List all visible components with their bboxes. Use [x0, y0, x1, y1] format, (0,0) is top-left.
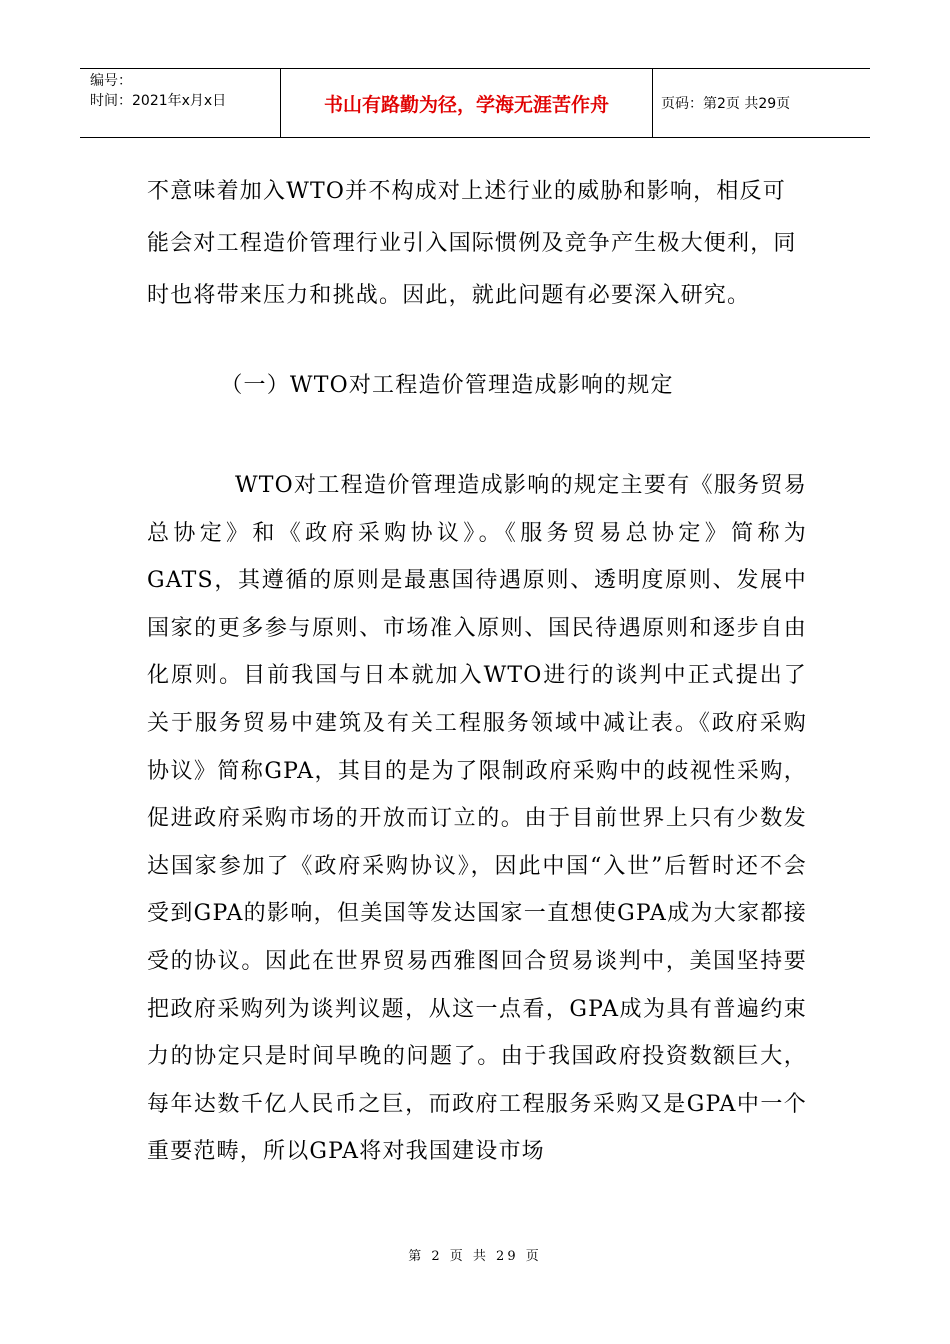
page-footer: 第 2 页 共 29 页 — [408, 1249, 542, 1264]
page-header — [80, 68, 870, 138]
time-label: 时间：2021年x月x日 — [90, 93, 227, 109]
number-label: 编号： — [90, 73, 132, 89]
paragraph-intro: 不意味着加入WTO并不构成对上述行业的威胁和影响，相反可能会对工程造价管理行业引入国际惯例及竞争产生极大便利，同时也将带来压力和挑战。因此，就此问题有必要深入研究。 — [147, 179, 797, 308]
header-page-info: 页码：第2页 共29页 — [661, 96, 791, 112]
paragraph-main: WTO对工程造价管理造成影响的规定主要有《服务贸易总协定》和《政府采购协议》。《服务贸易总协定》简称为GATS，其遵循的原则是最惠国待遇原则、透明度原则、发展中国家的更多参与原则、市场准入原则、国民待遇原则和逐步自由化原则。目前我国与日本就加入WTO进行的谈判中正式提出了关于服务贸易中建筑及有关工程服务领域中减让表。《政府采购协议》简称GPA，其目的是为了限制政府采购中的歧视性采购，促进政府采购市场的开放而订立的。由于目前世界上只有少数发达国家参加了《政府采购协议》，因此中国“入世”后暂时还不会受到GPA的影响，但美国等发达国家一直想使GPA成为大家都接受的协议。因此在世界贸易西雅图回合贸易谈判中，美国坚持要把政府采购列为谈判议题，从这一点看，GPA成为具有普遍约束力的协定只是时间早晚的问题了。由于我国政府投资数额巨大，每年达数千亿人民币之巨，而政府工程服务采购又是GPA中一个重要范畴，所以GPA将对我国建设市场 — [147, 473, 807, 1165]
section-heading: （一）WTO对工程造价管理造成影响的规定 — [220, 373, 674, 398]
header-meta — [80, 69, 281, 137]
header-motto: 书山有路勤为径，学海无涯苦作舟 — [281, 69, 653, 137]
